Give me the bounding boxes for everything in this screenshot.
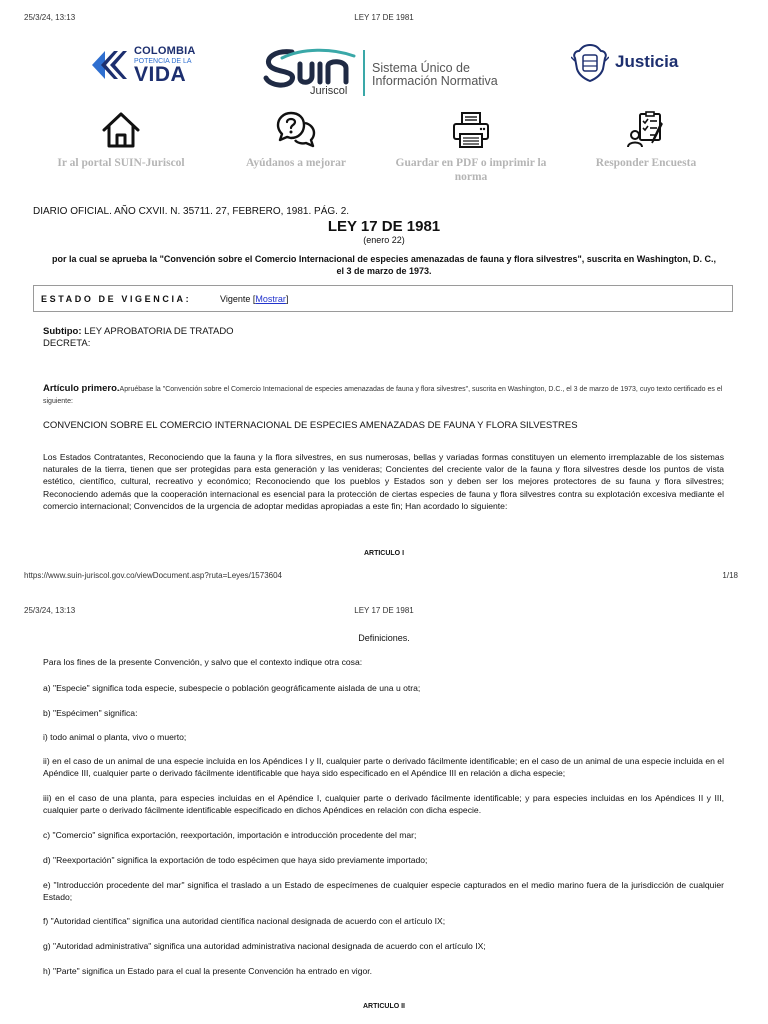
vigencia-status: Vigente [Mostrar]	[220, 294, 289, 304]
preamble-paragraph: Los Estados Contratantes, Reconociendo que la fauna y la flora silvestres, en sus numerosas, bellas y variadas formas constituyen un elemento irremplazable de los sistemas naturales de la tierra, tienen que ser protegidas para esta generación y las venideras; Concientes del creciente valor de la fauna y flora silvestres desde los puntos de vista estético, científico, cultural, recreativo y económico; Reconociendo que los pueblos y Estados son y deben ser los mejores protectores de su fauna y flora silvestres; Reconociendo además que la cooperación internacional es esencial para la protección de ciertas especies de fauna y flora silvestres contra su explotación excesiva mediante el comercio internacional; Convencidos de la urgencia de adoptar medidas apropiadas a este fin; Han acordado lo siguiente:	[43, 452, 724, 511]
definition-item: a) "Especie" significa toda especie, subespecie o población geográficamente aislada de una u otra;	[43, 683, 421, 693]
print-datetime: 25/3/24, 13:13	[24, 13, 76, 22]
justicia-logo-text: Justicia	[615, 52, 679, 71]
definition-item: iii) en el caso de una planta, para especies incluidas en el Apéndice I, cualquier parte o derivado fácilmente identificable; y para especies incluidas en los Apéndices II y III, cualquier parte o derivado fácilmente identificable especificado en dichos Apéndices en relación con dicha especie.	[43, 793, 724, 816]
definition-item: f) "Autoridad científica" significa una autoridad científica nacional designada de acuerdo con el artículo IX;	[43, 916, 446, 926]
suin-logo-sub: Juriscol	[310, 85, 348, 97]
definiciones-heading: Definiciones.	[358, 633, 410, 643]
subtipo-label: Subtipo:	[43, 326, 82, 337]
nav-guardar-pdf[interactable]	[386, 110, 556, 184]
print-title-page2: LEY 17 DE 1981	[354, 606, 414, 615]
suin-logo-mark-icon	[262, 46, 358, 90]
nav-portal-suin[interactable]	[36, 110, 206, 170]
page-title: LEY 17 DE 1981	[327, 218, 441, 235]
vigencia-label: ESTADO DE VIGENCIA:	[41, 294, 192, 304]
help-chat-icon	[276, 110, 316, 150]
subtipo-block	[43, 326, 234, 350]
mostrar-link[interactable]: Mostrar	[255, 294, 286, 304]
articulo-primero	[43, 383, 724, 408]
decreta-text: DECRETA:	[43, 338, 91, 349]
subtipo-value: LEY APROBATORIA DE TRATADO	[84, 326, 234, 337]
printer-icon	[451, 110, 491, 150]
justicia-logo[interactable]	[571, 43, 691, 83]
law-date: (enero 22)	[363, 235, 405, 245]
definition-item: e) "Introducción procedente del mar" significa el traslado a un Estado de especímenes de cualquier especie capturados en el medio marino fuera de la jurisdicción de cualquier Estado;	[43, 880, 724, 903]
colombia-logo-line2: POTENCIA DE LA	[134, 58, 192, 65]
suin-logo-divider	[363, 50, 365, 96]
articulo-primero-text: Apruébase la "Convención sobre el Comercio Internacional de especies amenazadas de fauna y flora silvestres", suscrita en Washington, D.C., el 3 de marzo de 1973, cuyo texto certificado es el siguiente:	[43, 386, 723, 405]
print-footer-page: 1/18	[722, 571, 738, 580]
definition-item: Para los fines de la presente Convención, y salvo que el contexto indique otra cosa:	[43, 657, 363, 667]
suin-logo-line2: Información Normativa	[372, 74, 498, 88]
print-footer-url: https://www.suin-juriscol.gov.co/viewDocument.asp?ruta=Leyes/1573604	[24, 571, 282, 580]
articulo-primero-label: Artículo primero.	[43, 383, 120, 394]
definition-item: b) "Espécimen" significa:	[43, 708, 138, 718]
colombia-logo-line1: COLOMBIA	[134, 45, 196, 57]
definition-item: ii) en el caso de un animal de una especie incluida en los Apéndices I y II, cualquier parte o derivado fácilmente identificable; en el caso de un animal de una especie incluida en el Apéndice III, cualquier parte o derivado fácilmente identificable que haya sido especificado en el Apéndice III en relación a dicha especie;	[43, 756, 724, 779]
print-datetime-page2: 25/3/24, 13:13	[24, 606, 76, 615]
suin-juriscol-logo[interactable]	[262, 44, 512, 102]
colombia-logo-mark-icon	[88, 48, 130, 82]
law-description-line2: el 3 de marzo de 1973.	[336, 266, 432, 276]
definition-item: g) "Autoridad administrativa" significa una autoridad administrativa nacional designada de acuerdo con el artículo IX;	[43, 941, 486, 951]
definition-item: d) "Reexportación" significa la exportación de todo espécimen que haya sido previamente importado;	[43, 855, 428, 865]
home-icon	[101, 110, 141, 150]
definition-item: i) todo animal o planta, vivo o muerto;	[43, 732, 187, 742]
nav-guardar-pdf-label: Guardar en PDF o imprimir la norma	[395, 157, 547, 183]
nav-ayudanos[interactable]	[211, 110, 381, 170]
law-description-line1: por la cual se aprueba la "Convención sobre el Comercio Internacional de especies amenazadas de fauna y flora silvestres", suscrita en Washington, D. C.,	[52, 254, 716, 264]
convention-title: CONVENCION SOBRE EL COMERCIO INTERNACIONAL DE ESPECIES AMENAZADAS DE FAUNA Y FLORA SILVESTRES	[43, 420, 578, 431]
law-description	[26, 253, 742, 277]
articulo-i-heading: ARTICULO I	[363, 550, 405, 557]
suin-logo-line1: Sistema Único de	[372, 61, 470, 75]
colombia-potencia-logo[interactable]	[88, 44, 198, 86]
colombia-logo-line3: VIDA	[134, 63, 187, 86]
definition-item: h) "Parte" significa un Estado para el cual la presente Convención ha entrado en vigor.	[43, 966, 373, 976]
vigencia-value: Vigente	[220, 294, 251, 304]
diario-oficial-reference: DIARIO OFICIAL. AÑO CXVII. N. 35711. 27, FEBRERO, 1981. PÁG. 2.	[33, 206, 350, 217]
nav-encuesta[interactable]	[561, 110, 731, 170]
vigencia-panel	[33, 285, 733, 312]
definition-item: c) "Comercio" significa exportación, reexportación, importación e introducción procedente del mar;	[43, 830, 417, 840]
nav-ayudanos-label: Ayúdanos a mejorar	[245, 157, 347, 169]
articulo-ii-heading: ARTICULO II	[363, 1003, 405, 1010]
nav-portal-suin-label: Ir al portal SUIN-Juriscol	[57, 157, 185, 169]
coat-of-arms-icon	[571, 43, 609, 83]
print-title: LEY 17 DE 1981	[354, 13, 414, 22]
nav-encuesta-label: Responder Encuesta	[595, 157, 697, 169]
survey-icon	[626, 110, 666, 150]
